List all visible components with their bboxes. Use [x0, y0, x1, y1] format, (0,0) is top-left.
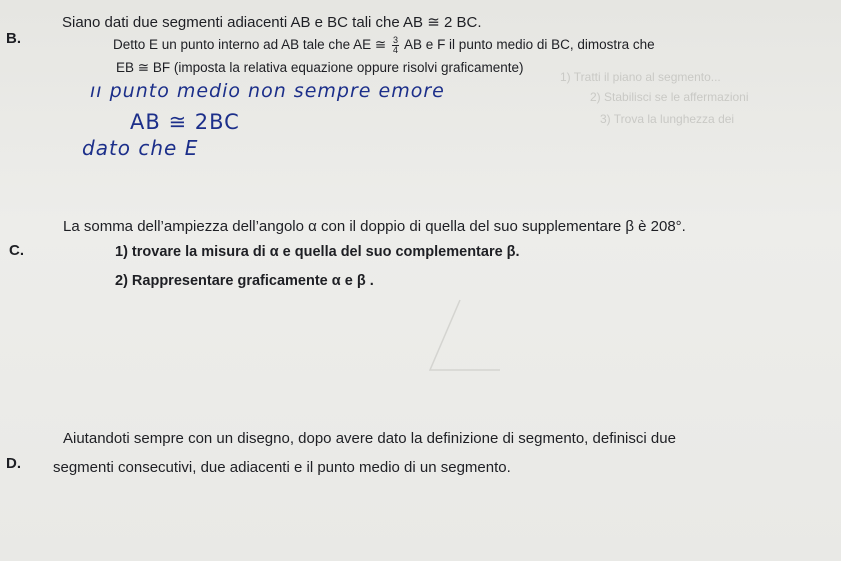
fraction-three-quarters	[392, 36, 399, 55]
exercise-b-line2	[113, 36, 655, 55]
exercise-b-label: B.	[6, 30, 21, 47]
exercise-d-line2: segmenti consecutivi, due adiacenti e il punto medio di un segmento.	[53, 459, 511, 476]
exercise-b-line3: EB ≅ BF (imposta la relativa equazione oppure risolvi graficamente)	[116, 60, 524, 75]
handwriting-line3: dato che E	[82, 136, 199, 160]
exercise-c-label: C.	[9, 242, 24, 259]
show-through-text: 2) Stabilisci se le affermazioni	[590, 90, 749, 104]
show-through-text: 1) Tratti il piano al segmento...	[560, 70, 721, 84]
exercise-c-line1: La somma dell’ampiezza dell’angolo α con il doppio di quella del suo supplementare β è 208°.	[63, 218, 686, 235]
exercise-b-line1: Siano dati due segmenti adiacenti AB e BC tali che AB ≅ 2 BC.	[62, 14, 482, 31]
exercise-d-line1: Aiutandoti sempre con un disegno, dopo avere dato la definizione di segmento, definisci due	[63, 430, 676, 447]
exercise-b-line2-end: AB e F il punto medio di BC, dimostra che	[404, 37, 655, 53]
show-through-text: 3) Trova la lunghezza dei	[600, 112, 735, 126]
fraction-numerator: 3	[393, 35, 399, 45]
handwriting-line2: AB ≅ 2BC	[130, 110, 240, 134]
fraction-denominator: 4	[393, 45, 399, 55]
exercise-b-line2-start: Detto E un punto interno ad AB tale che AE ≅	[113, 37, 387, 53]
exercise-c-item1: 1) trovare la misura di α e quella del suo complementare β.	[115, 244, 520, 260]
exercise-c-item2: 2) Rappresentare graficamente α e β .	[115, 273, 374, 289]
handwriting-line1: ıı punto medio non sempre emore	[90, 80, 445, 102]
exercise-d-label: D.	[6, 455, 21, 472]
